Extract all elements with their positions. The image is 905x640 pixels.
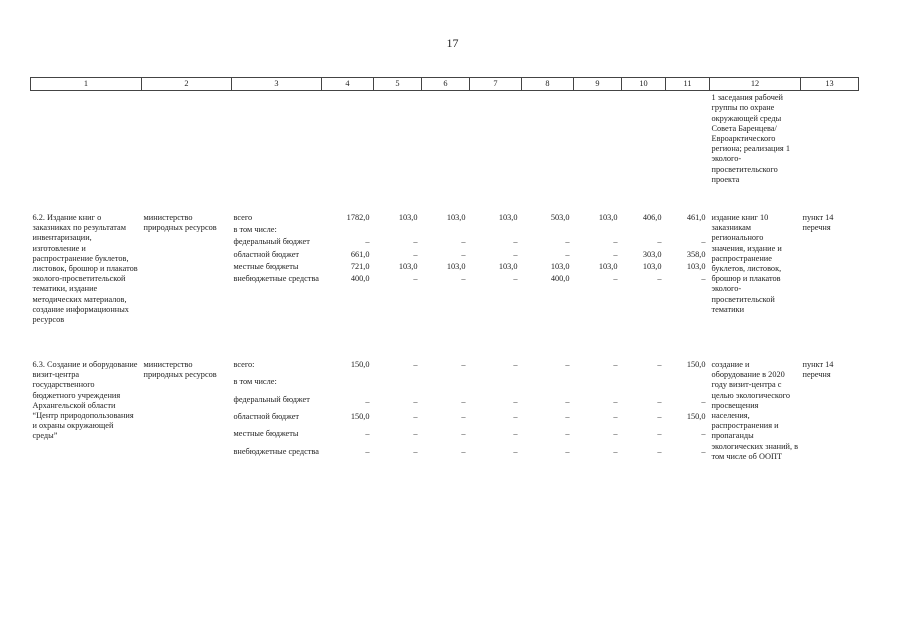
value-cell: – <box>413 412 418 422</box>
header-col-12: 12 <box>710 78 801 91</box>
value-cell: – <box>461 360 466 370</box>
value-cell: – <box>513 249 518 259</box>
value-cell: – <box>701 274 706 284</box>
header-col-3: 3 <box>232 78 322 91</box>
value-cell: – <box>613 274 618 284</box>
header-col-11: 11 <box>666 78 710 91</box>
value-cell: – <box>513 429 518 439</box>
value-cell: – <box>513 237 518 247</box>
value-cell: – <box>513 412 518 422</box>
value-cell: – <box>565 412 570 422</box>
source-label: в том числе: <box>233 377 277 387</box>
value-cell: – <box>613 429 618 439</box>
value-cell: – <box>613 397 618 407</box>
header-col-2: 2 <box>142 78 232 91</box>
executor-6-3: министерство природных ресурсов <box>143 360 217 380</box>
value-cell: – <box>365 446 370 456</box>
value-cell: 400,0 <box>350 274 370 284</box>
activity-6-2: 6.2. Издание книг о заказниках по результатам инвентаризации, изготовление и распространение буклетов, листовок, брошюр и плакатов эколого-просветительской тематики, издание методических материалов, создание информационных ресурсов <box>32 213 138 325</box>
value-cell: – <box>461 237 466 247</box>
value-cell: – <box>565 237 570 247</box>
header-col-9: 9 <box>574 78 622 91</box>
result-6-3: создание и оборудование в 2020 году визит-центра с целью экологического просвещения населения, распространения и пропаганды экологических знаний, в том числе об ООПТ <box>711 360 799 461</box>
value-cell: – <box>565 360 570 370</box>
value-cell: – <box>657 274 662 284</box>
value-cell: – <box>413 446 418 456</box>
value-cell: 103,0 <box>398 213 418 223</box>
source-label: всего <box>233 213 253 223</box>
ref-6-3: пункт 14 перечня <box>802 360 834 380</box>
value-cell: – <box>413 397 418 407</box>
source-label: областной бюджет <box>233 249 300 259</box>
value-cell: 103,0 <box>550 261 570 271</box>
header-col-10: 10 <box>622 78 666 91</box>
value-cell: – <box>657 360 662 370</box>
value-cell: – <box>413 360 418 370</box>
value-cell: – <box>413 249 418 259</box>
value-cell: 661,0 <box>350 249 370 259</box>
program-table <box>30 77 859 463</box>
value-cell: 103,0 <box>446 261 466 271</box>
source-label: внебюджетные средства <box>233 274 319 284</box>
value-cell: 103,0 <box>598 261 618 271</box>
value-cell: 721,0 <box>350 261 370 271</box>
value-cell: – <box>613 446 618 456</box>
header-col-1: 1 <box>31 78 142 91</box>
source-label: федеральный бюджет <box>233 394 310 404</box>
value-cell: – <box>513 274 518 284</box>
value-cell: – <box>413 274 418 284</box>
value-cell: 303,0 <box>642 249 662 259</box>
header-row <box>31 78 859 91</box>
value-cell: – <box>565 249 570 259</box>
value-cell: 103,0 <box>642 261 662 271</box>
value-cell: – <box>413 429 418 439</box>
ref-6-2: пункт 14 перечня <box>802 213 834 233</box>
value-cell: 406,0 <box>642 213 662 223</box>
source-label: внебюджетные средства <box>233 446 319 456</box>
source-label: областной бюджет <box>233 412 300 422</box>
value-cell: – <box>365 429 370 439</box>
page-number: 17 <box>446 36 459 50</box>
value-cell: – <box>461 446 466 456</box>
value-cell: – <box>513 397 518 407</box>
value-cell: 103,0 <box>598 213 618 223</box>
value-cell: – <box>365 397 370 407</box>
value-cell: – <box>565 446 570 456</box>
source-label: в том числе: <box>233 225 277 235</box>
value-cell: – <box>701 429 706 439</box>
value-cell: – <box>613 249 618 259</box>
value-cell: – <box>657 412 662 422</box>
value-cell: – <box>461 249 466 259</box>
source-label: местные бюджеты <box>233 429 299 439</box>
value-cell: 150,0 <box>686 360 706 370</box>
value-cell: 1782,0 <box>346 213 370 223</box>
value-cell: – <box>461 274 466 284</box>
table-row-6-3-total <box>31 359 859 376</box>
source-label: местные бюджеты <box>233 261 299 271</box>
value-cell: – <box>513 360 518 370</box>
value-cell: – <box>461 429 466 439</box>
value-cell: – <box>701 237 706 247</box>
value-cell: 150,0 <box>350 360 370 370</box>
header-col-6: 6 <box>422 78 470 91</box>
value-cell: 461,0 <box>686 213 706 223</box>
value-cell: – <box>657 429 662 439</box>
continuation-row <box>31 91 859 186</box>
value-cell: 503,0 <box>550 213 570 223</box>
value-cell: – <box>613 237 618 247</box>
value-cell: 358,0 <box>686 249 706 259</box>
value-cell: – <box>365 237 370 247</box>
value-cell: – <box>565 429 570 439</box>
value-cell: – <box>657 397 662 407</box>
executor-6-2: министерство природных ресурсов <box>143 213 217 233</box>
value-cell: – <box>657 237 662 247</box>
source-label: всего: <box>233 360 255 370</box>
continuation-text: 1 заседания рабочей группы по охране окружающей среды Совета Баренцева/ Евроарктического региона; реализация 1 эколого-просветительского проекта <box>711 93 790 184</box>
source-label: федеральный бюджет <box>233 237 310 247</box>
header-col-4: 4 <box>322 78 374 91</box>
value-cell: 150,0 <box>686 412 706 422</box>
value-cell: – <box>613 412 618 422</box>
value-cell: 103,0 <box>686 261 706 271</box>
value-cell: – <box>461 397 466 407</box>
value-cell: 103,0 <box>446 213 466 223</box>
result-6-2: издание книг 10 заказникам регионального значения, издание и распространение буклетов, листовок, брошюр и плакатов эколого-просветительской тематики <box>711 213 782 314</box>
value-cell: 103,0 <box>398 261 418 271</box>
activity-6-3: 6.3. Создание и оборудование визит-центра государственного бюджетного учреждения Архангельской области “Центр природопользования и охраны окружающей среды” <box>32 360 138 441</box>
value-cell: – <box>701 397 706 407</box>
header-col-5: 5 <box>374 78 422 91</box>
value-cell: 103,0 <box>498 213 518 223</box>
value-cell: – <box>565 397 570 407</box>
value-cell: – <box>701 446 706 456</box>
value-cell: – <box>461 412 466 422</box>
value-cell: 150,0 <box>350 412 370 422</box>
value-cell: – <box>413 237 418 247</box>
value-cell: – <box>657 446 662 456</box>
header-col-7: 7 <box>470 78 522 91</box>
value-cell: 400,0 <box>550 274 570 284</box>
header-col-13: 13 <box>801 78 859 91</box>
table-row-6-2-total <box>31 212 859 224</box>
value-cell: 103,0 <box>498 261 518 271</box>
header-col-8: 8 <box>522 78 574 91</box>
value-cell: – <box>613 360 618 370</box>
value-cell: – <box>513 446 518 456</box>
